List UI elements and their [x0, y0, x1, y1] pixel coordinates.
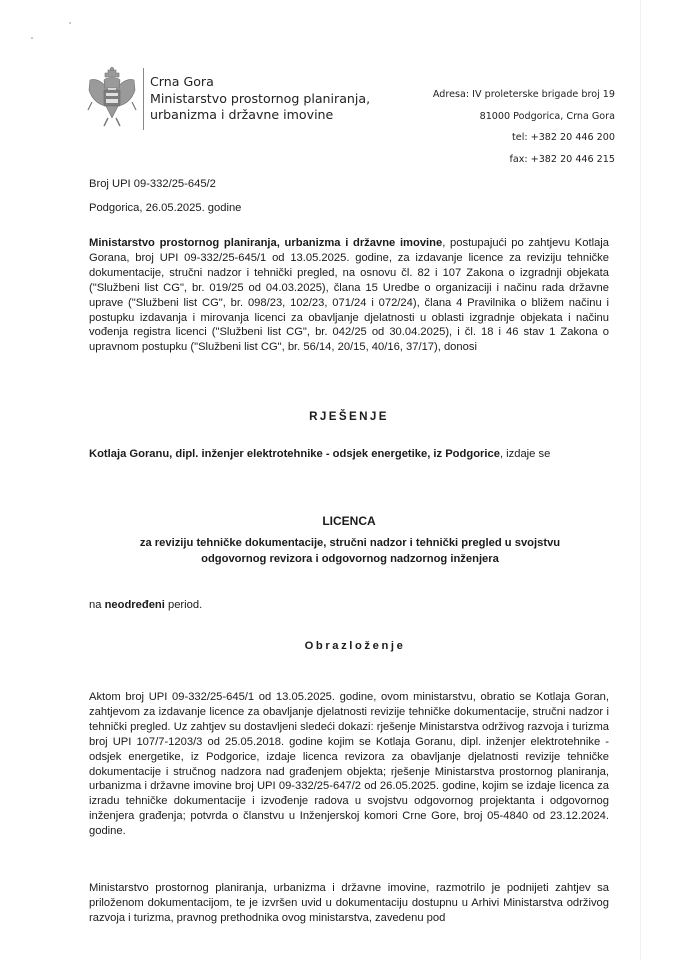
recipient-name: Kotlaja Goranu, dipl. inženjer elektrotehnike - odsjek energetike, iz Podgorice: [89, 448, 500, 460]
recipient-paragraph: [89, 447, 609, 462]
reasoning-paragraph-1: Aktom broj UPI 09-332/25-645/1 od 13.05.2025. godine, ovom ministarstvu, obratio se Kotlaja Goran, zahtjevom za izdavanje licence za obavljanje djelatnosti revizije tehničke dokumentacije, stručni nadzor i tehnički pregled. Uz zahtjev su dostavljeni sledeći dokazi: rješenje Ministarstva održivog razvoja i turizma broj UPI 107/7-1203/3 od 25.05.2018. godine kojim se Kotlaja Goranu, dipl. inženjer elektrotehnike - odsjek energetike, iz Podgorice, izdaje licenca revizora za obavljanje djelatnosti revizije tehničke dokumentacije i stručnog nadzora nad građenjem objekta; rješenje Ministarstva prostornog planiranja, urbanizma i državne imovine broj UPI 09-332/25-647/2 od 26.05.2025. godine, kojim se izdaje licenca za izradu tehničke dokumentacije i izvođenje radova u svojstvu odgovornog projektanta i odgovornog inženjera građenja; potvrda o članstvu u Inženjerskoj komori Crne Gore, broj 05-4840 od 23.12.2024. godine.: [89, 691, 609, 838]
ministry-name-line2: urbanizma i državne imovine: [150, 107, 334, 122]
country-name: Crna Gora: [150, 74, 214, 89]
licence-title: LICENCA: [322, 514, 376, 528]
decision-heading: RJEŠENJE: [309, 410, 389, 423]
preamble-text: , postupajući po zahtjevu Kotlaja Gorana, broj UPI 09-332/25-645/1 od 13.05.2025. godine, za izdavanje licence za reviziju tehničke dokumentacije, stručni nadzor i tehnički pregled, na osnovu čl. 82 i 107 Zakona o izgradnji objekata ("Službeni list CG", br. 019/25 od 04.03.2025), člana 15 Uredbe o organizaciji i načinu rada državne uprave ("Službeni list CG", br. 098/23, 102/23, 071/24 i 072/24), člana 4 Pravilnika o bližem načinu i postupku izdavanja i mirovanja licenci za obavljanje djelatnosti u oblasti izgradnje objekata i načinu vođenja registra licenci ("Službeni list CG", br. 042/25 od 30.04.2025), i čl. 18 i 46 stav 1 Zakona o upravnom postupku ("Službeni list CG", br. 56/14, 20/15, 40/16, 37/17), donosi: [89, 237, 609, 354]
place-and-date: Podgorica, 26.05.2025. godine: [89, 202, 242, 214]
scan-speck: [69, 22, 71, 24]
phone: tel: +382 20 446 200: [512, 132, 615, 143]
document-number: Broj UPI 09-332/25-645/2: [89, 178, 216, 190]
reasoning-paragraph-2: Ministarstvo prostornog planiranja, urbanizma i državne imovine, razmotrilo je podnijeti zahtjev sa priloženom dokumentacijom, te je izvršen uvid u dokumentaciju dostupnu u Arhivi Ministarstva održivog razvoja i turizma, pravnog prethodnika ovog ministarstva, zavedenu pod: [89, 882, 609, 924]
period-prefix: na: [89, 599, 105, 611]
document-meta: [89, 172, 241, 220]
montenegro-coat-of-arms-icon: [86, 66, 138, 130]
preamble-paragraph: [89, 236, 609, 355]
header-divider: [143, 68, 144, 130]
period-suffix: period.: [164, 599, 203, 611]
city: 81000 Podgorica, Crna Gora: [479, 110, 615, 122]
scan-speck: [31, 37, 33, 39]
licence-period: [89, 598, 609, 613]
licence-subtitle: za reviziju tehničke dokumentacije, stručni nadzor i tehnički pregled u svojstvu odgovornog revizora i odgovornog nadzornog inženjera: [139, 537, 561, 565]
scan-edge-line: [640, 0, 641, 960]
reasoning-heading: Obrazloženje: [304, 640, 406, 652]
recipient-tail: , izdaje se: [499, 448, 551, 460]
contact-block: [433, 84, 615, 170]
ministry-name-line1: Ministarstvo prostornog planiranja,: [150, 90, 371, 106]
address: Adresa: IV proleterske brigade broj 19: [432, 89, 615, 100]
period-value: neodređeni: [104, 599, 165, 611]
ministry-block: [150, 74, 370, 124]
fax: fax: +382 20 446 215: [509, 153, 615, 165]
preamble-lead: Ministarstvo prostornog planiranja, urbanizma i državne imovine: [89, 237, 443, 249]
